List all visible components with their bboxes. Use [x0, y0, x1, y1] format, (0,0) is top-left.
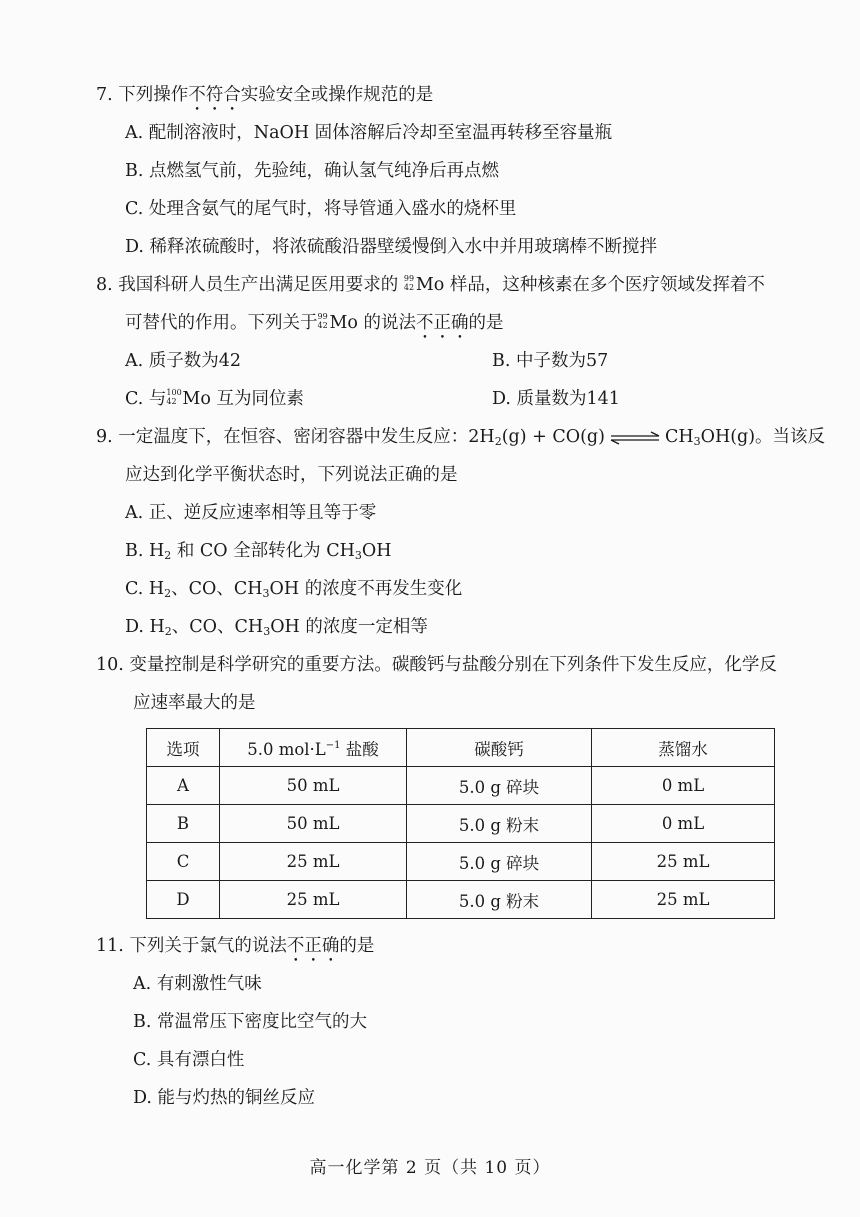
question-10-stem-line1: [96, 653, 777, 677]
table-row: [147, 843, 775, 881]
question-9-stem-line1: [96, 425, 825, 449]
q8-option-c: [125, 387, 304, 411]
option-text: 、CO、CH: [171, 579, 263, 599]
stem-text: 的是: [339, 936, 375, 956]
q8-option-a: A. 质子数为42: [125, 351, 242, 371]
table-header-row: [147, 729, 775, 767]
table-row: [147, 805, 775, 843]
question-number: 10.: [96, 655, 124, 675]
mass-number: 100: [166, 388, 182, 397]
emphasis-text: 不正确: [286, 936, 340, 956]
option-text: D. H: [125, 617, 165, 637]
question-8-stem-line1: [96, 273, 765, 297]
table-cell: 5.0 g 碎块: [407, 843, 592, 881]
table-cell: 50 mL: [220, 767, 407, 805]
header-text: 5.0 mol·L: [247, 739, 326, 759]
nuclide-notation: [318, 311, 330, 335]
q9-option-c: [125, 577, 462, 601]
stem-text: 下列关于氯气的说法: [129, 936, 287, 956]
superscript: −1: [325, 739, 341, 751]
q8-option-d: D. 质量数为141: [492, 389, 620, 409]
mass-number: 99: [317, 312, 328, 321]
table-cell: 5.0 g 粉末: [407, 805, 592, 843]
table-cell: B: [147, 805, 220, 843]
subscript: 3: [263, 625, 271, 638]
column-header: [220, 729, 407, 767]
subscript: 2: [494, 435, 502, 448]
emphasis-text: 不正确: [416, 313, 469, 333]
q11-option-b: B. 常温常压下密度比空气的大: [133, 1012, 367, 1032]
mass-number: 99: [403, 274, 415, 283]
stem-text: 变量控制是科学研究的重要方法。碳酸钙与盐酸分别在下列条件下发生反应，化学反: [129, 655, 777, 675]
stem-text: OH(g)。当该反: [700, 427, 826, 447]
q9-option-b: [125, 539, 392, 563]
table-row: [147, 881, 775, 919]
question-9-stem-line2: 应达到化学平衡状态时，下列说法正确的是: [125, 465, 458, 485]
option-text: 和 CO 全部转化为 CH: [171, 541, 355, 561]
option-text: 互为同位素: [210, 389, 304, 409]
option-text: B. H: [125, 541, 165, 561]
nuclide-notation: [404, 273, 416, 297]
q7-option-c: C. 处理含氨气的尾气时，将导管通入盛水的烧杯里: [125, 199, 517, 219]
subscript: 2: [164, 625, 172, 638]
subscript: 3: [262, 587, 270, 600]
column-header: 选项: [147, 729, 220, 767]
question-number: 8.: [96, 275, 113, 295]
subscript: 2: [164, 549, 172, 562]
option-text: OH 的浓度不再发生变化: [269, 579, 463, 599]
element-symbol: Mo: [329, 313, 358, 333]
table-cell: 25 mL: [220, 881, 407, 919]
emphasis-text: 不符合: [188, 85, 241, 105]
stem-text: 的是: [468, 313, 504, 333]
subscript: 3: [354, 549, 362, 562]
question-number: 7.: [96, 85, 113, 105]
stem-text: 我国科研人员生产出满足医用要求的: [118, 275, 399, 295]
stem-text: 一定温度下，在恒容、密闭容器中发生反应：2H: [118, 427, 495, 447]
element-symbol: Mo: [415, 275, 445, 295]
question-number: 11.: [96, 936, 124, 956]
atomic-number: 42: [403, 283, 415, 292]
table-cell: 25 mL: [220, 843, 407, 881]
q9-option-d: [125, 615, 428, 639]
page-footer: 高一化学第 2 页（共 10 页）: [309, 1158, 551, 1178]
table-cell: 0 mL: [592, 767, 775, 805]
header-text: 盐酸: [340, 739, 379, 759]
stem-text: (g) + CO(g): [501, 427, 605, 447]
subscript: 2: [164, 587, 172, 600]
table-cell: 0 mL: [592, 805, 775, 843]
nuclide-notation: [166, 387, 182, 411]
table-cell: 25 mL: [592, 843, 775, 881]
question-10-stem-line2: 应速率最大的是: [133, 693, 256, 713]
table-cell: D: [147, 881, 220, 919]
atomic-number: 42: [317, 321, 328, 330]
question-8-stem-line2: [125, 311, 504, 343]
q11-option-c: C. 具有漂白性: [133, 1050, 245, 1070]
table-cell: C: [147, 843, 220, 881]
q9-option-a: A. 正、逆反应速率相等且等于零: [125, 503, 377, 523]
option-text: C. 与: [125, 389, 167, 409]
table-row: [147, 767, 775, 805]
table-cell: A: [147, 767, 220, 805]
q7-option-d: D. 稀释浓硫酸时，将浓硫酸沿器壁缓慢倒入水中并用玻璃棒不断搅拌: [125, 237, 658, 257]
q8-option-b: B. 中子数为57: [492, 351, 609, 371]
table-cell: 50 mL: [220, 805, 407, 843]
option-text: OH 的浓度一定相等: [270, 617, 428, 637]
stem-text: 实验安全或操作规范的是: [240, 85, 434, 105]
subscript: 3: [693, 435, 701, 448]
q7-option-b: B. 点燃氢气前，先验纯，确认氢气纯净后再点燃: [125, 161, 499, 181]
option-text: OH: [361, 541, 392, 561]
q11-option-d: D. 能与灼热的铜丝反应: [133, 1088, 316, 1108]
stem-text: 的说法: [357, 313, 417, 333]
table-cell: 5.0 g 碎块: [407, 767, 592, 805]
column-header: 碳酸钙: [407, 729, 592, 767]
question-7-stem: [96, 83, 433, 115]
stem-text: 可替代的作用。下列关于: [125, 313, 318, 333]
experiment-table: [146, 728, 775, 919]
question-11-stem: [96, 934, 374, 966]
equilibrium-arrow-icon: [609, 431, 661, 445]
option-text: C. H: [125, 579, 165, 599]
atomic-number: 42: [166, 397, 177, 406]
table-cell: 5.0 g 粉末: [407, 881, 592, 919]
question-number: 9.: [96, 427, 113, 447]
column-header: 蒸馏水: [592, 729, 775, 767]
q7-option-a: A. 配制溶液时，NaOH 固体溶解后冷却至室温再转移至容量瓶: [125, 123, 613, 143]
q11-option-a: A. 有刺激性气味: [133, 974, 262, 994]
element-symbol: Mo: [182, 389, 211, 409]
table-cell: 25 mL: [592, 881, 775, 919]
option-text: 、CO、CH: [171, 617, 264, 637]
stem-text: 样品，这种核素在多个医疗领域发挥着不: [444, 275, 765, 295]
stem-text: CH: [664, 427, 694, 447]
stem-text: 下列操作: [118, 85, 189, 105]
